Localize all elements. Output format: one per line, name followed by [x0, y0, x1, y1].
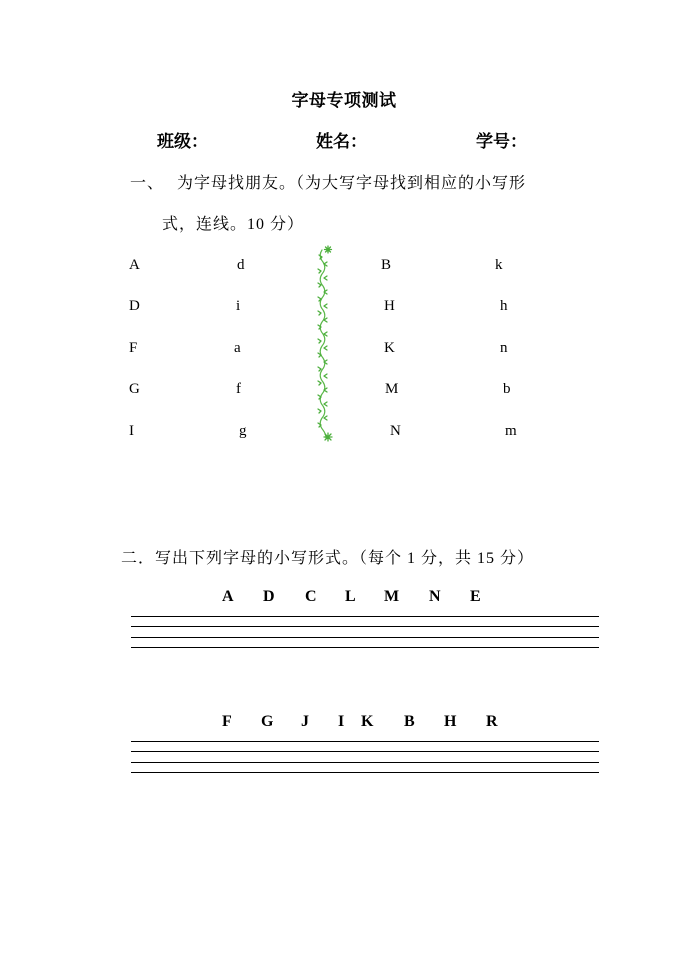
prompt-letter: C [305, 588, 317, 605]
match-letter[interactable]: N [390, 423, 401, 439]
prompt-letter: F [222, 713, 232, 730]
prompt-letter: J [301, 713, 309, 730]
match-letter[interactable]: A [129, 257, 140, 273]
writing-line [131, 741, 599, 742]
match-letter[interactable]: b [503, 381, 511, 397]
match-letter[interactable]: I [129, 423, 134, 439]
prompt-letter: D [263, 588, 275, 605]
green-vine-divider-icon [312, 244, 338, 448]
prompt-letter: M [384, 588, 400, 605]
prompt-letter: K [361, 713, 374, 730]
match-letter[interactable]: i [236, 298, 241, 314]
student-id-field-label: 学号： [476, 132, 527, 151]
match-letter[interactable]: h [500, 298, 508, 314]
class-field-label: 班级： [157, 132, 208, 151]
section1-instruction-line1: 为字母找朋友。（为大写字母找到相应的小写形 [177, 175, 527, 192]
match-letter[interactable]: K [384, 340, 395, 356]
match-letter[interactable]: M [385, 381, 399, 397]
prompt-letter: I [338, 713, 345, 730]
match-letter[interactable]: a [234, 340, 241, 356]
prompt-letter: H [444, 713, 457, 730]
writing-line [131, 751, 599, 752]
prompt-letter: A [222, 588, 234, 605]
match-letter[interactable]: F [129, 340, 138, 356]
prompt-letter: R [486, 713, 498, 730]
match-letter[interactable]: B [381, 257, 392, 273]
prompt-letter: N [429, 588, 441, 605]
match-letter[interactable]: H [384, 298, 395, 314]
prompt-letter: B [404, 713, 415, 730]
name-field-label: 姓名： [316, 132, 367, 151]
writing-line [131, 637, 599, 638]
section2-heading: 二．写出下列字母的小写形式。（每个 1 分，共 15 分） [121, 550, 535, 567]
writing-line [131, 616, 599, 617]
match-letter[interactable]: G [129, 381, 140, 397]
match-letter[interactable]: d [237, 257, 245, 273]
match-letter[interactable]: n [500, 340, 508, 356]
match-letter[interactable]: D [129, 298, 140, 314]
match-letter[interactable]: g [239, 423, 247, 439]
section1-instruction-line2: 式，连线。10 分） [162, 216, 305, 233]
writing-line [131, 762, 599, 763]
prompt-letter: L [345, 588, 356, 605]
writing-line [131, 772, 599, 773]
section1-number: 一、 [130, 175, 165, 192]
prompt-letter: G [261, 713, 274, 730]
writing-line [131, 647, 599, 648]
writing-line [131, 626, 599, 627]
prompt-letter: E [470, 588, 481, 605]
match-letter[interactable]: f [236, 381, 241, 397]
page-title: 字母专项测试 [291, 91, 397, 110]
match-letter[interactable]: m [505, 423, 517, 439]
match-letter[interactable]: k [495, 257, 503, 273]
